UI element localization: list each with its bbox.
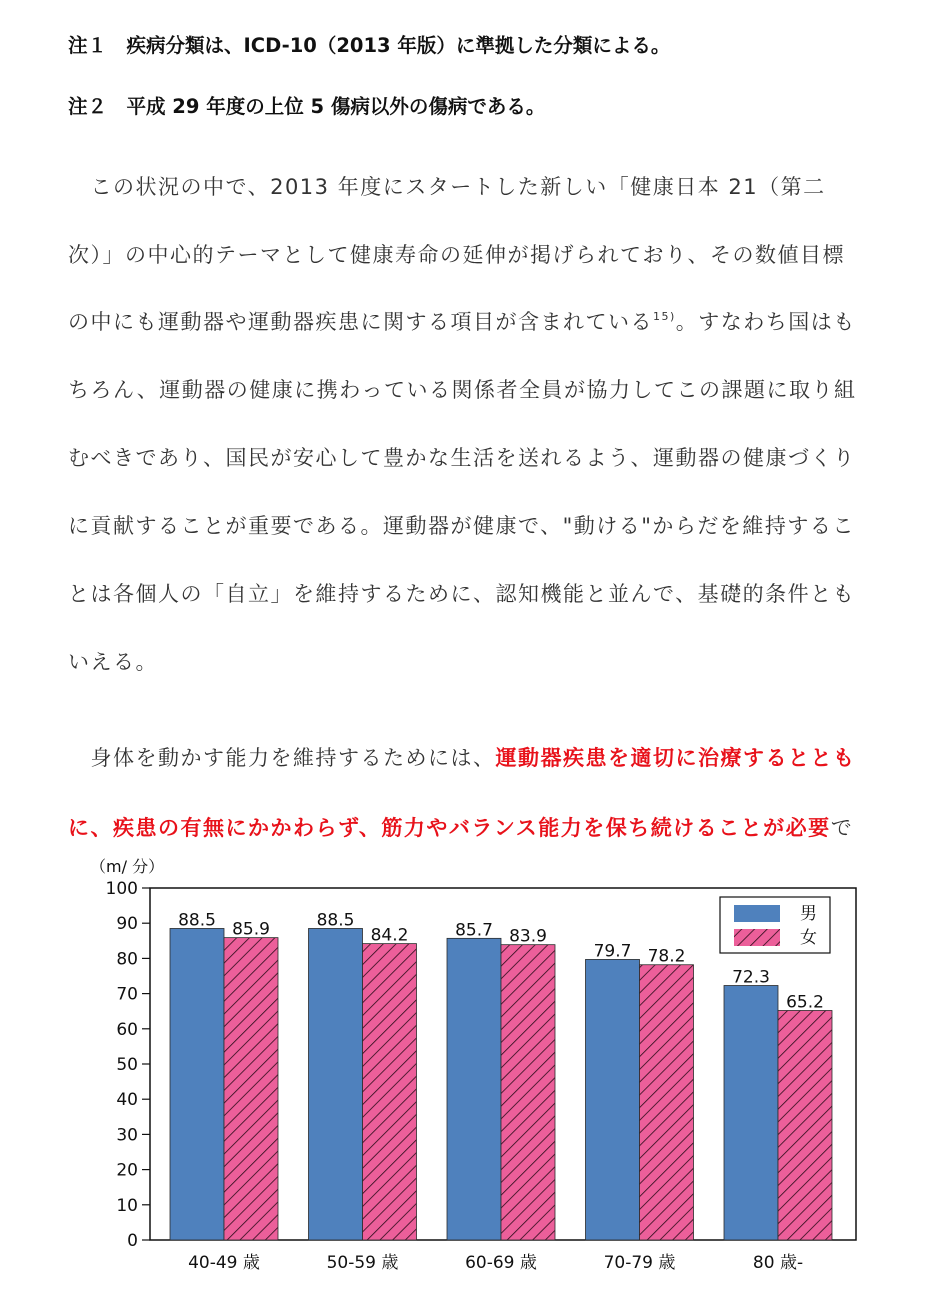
citation-reference: 15): [653, 310, 676, 323]
bar-data-label: 78.2: [647, 946, 686, 967]
y-tick-label: 0: [127, 1231, 138, 1251]
bar-data-label: 72.3: [732, 967, 770, 988]
note-1: 注１ 疾病分類は、ICD-10（2013 年版）に準拠した分類による。: [68, 34, 671, 57]
paragraph-1-line-2: 次）」の中心的テーマとして健康寿命の延伸が掲げられており、その数値目標: [68, 243, 845, 267]
x-tick-label: 60-69 歳: [465, 1253, 537, 1273]
bar-male: [586, 959, 640, 1240]
paragraph-2-line-2-text: で: [830, 816, 854, 840]
bar-male: [309, 928, 363, 1240]
bar-male: [724, 986, 778, 1240]
paragraph-2-line-2: [68, 812, 853, 842]
bar-data-label: 88.5: [316, 910, 355, 931]
y-tick-label: 60: [116, 1019, 138, 1040]
y-tick-label: 90: [116, 914, 138, 935]
legend-label-female: 女: [800, 928, 817, 948]
legend: [720, 897, 830, 953]
bar-data-label: 84.2: [370, 925, 409, 946]
y-tick-label: 10: [116, 1195, 138, 1216]
legend-swatch-male: [734, 905, 780, 922]
y-tick-label: 30: [116, 1125, 138, 1146]
y-tick-label: 70: [116, 984, 138, 1005]
bar-data-label: 88.5: [178, 910, 216, 931]
bar-female: [778, 1010, 832, 1240]
paragraph-1-line-5: むべきであり、国民が安心して豊かな生活を送れるよう、運動器の健康づくり: [68, 446, 856, 470]
paragraph-1-line-3: [68, 306, 856, 336]
y-tick-label: 100: [105, 879, 138, 899]
legend-label-male: 男: [800, 904, 817, 924]
y-tick-label: 50: [116, 1055, 138, 1075]
paragraph-1-line-7: とは各個人の「自立」を維持するために、認知機能と並んで、基礎的条件とも: [68, 582, 856, 606]
paragraph-1-line-6: に貢献することが重要である。運動器が健康で、"動ける"からだを維持するこ: [68, 514, 855, 538]
x-axis: [188, 1253, 803, 1273]
x-tick-label: 50-59 歳: [326, 1253, 399, 1273]
y-axis-label: （m/ 分）: [90, 857, 165, 876]
bar-data-label: 85.9: [232, 919, 270, 940]
legend-swatch-female: [734, 929, 780, 946]
bar-data-label: 85.7: [455, 920, 493, 941]
y-axis: [106, 879, 150, 1251]
y-tick-label: 40: [116, 1090, 138, 1111]
paragraph-1-line-4: ちろん、運動器の健康に携わっている関係者全員が協力してこの課題に取り組: [68, 378, 857, 402]
paragraph-2-line-1-text: 身体を動かす能力を維持するためには、: [68, 746, 496, 770]
bar-data-label: 83.9: [509, 926, 547, 947]
bar-male: [447, 938, 501, 1240]
paragraph-1-line-8: いえる。: [68, 650, 158, 674]
bar-male: [170, 928, 224, 1240]
walking-speed-bar-chart: [80, 852, 870, 1282]
x-tick-label: 40-49 歳: [188, 1253, 260, 1273]
paragraph-1-line-3-text-end: 。すなわち国はも: [675, 310, 856, 334]
note-2: 注２ 平成 29 年度の上位 5 傷病以外の傷病である。: [68, 95, 546, 118]
bar-female: [501, 945, 555, 1240]
emphasis-text-2: に、疾患の有無にかかわらず、筋力やバランス能力を保ち続けることが必要: [68, 816, 831, 840]
bar-female: [224, 938, 278, 1240]
y-tick-label: 80: [116, 949, 138, 970]
bar-female: [363, 944, 417, 1240]
x-tick-label: 70-79 歳: [603, 1253, 676, 1273]
paragraph-1-line-3-text: の中にも運動器や運動器疾患に関する項目が含まれている: [68, 310, 653, 334]
y-tick-label: 20: [116, 1160, 138, 1181]
bar-data-label: 65.2: [786, 992, 824, 1013]
x-tick-label: 80 歳-: [752, 1253, 804, 1273]
emphasis-text-1: 運動器疾患を適切に治療するととも: [495, 746, 856, 770]
paragraph-1-line-1: この状況の中で、2013 年度にスタートした新しい「健康日本 21（第二: [68, 175, 826, 199]
paragraph-2-line-1: [68, 742, 856, 772]
bars: [170, 910, 832, 1240]
bar-data-label: 79.7: [593, 941, 632, 962]
bar-female: [640, 965, 694, 1240]
